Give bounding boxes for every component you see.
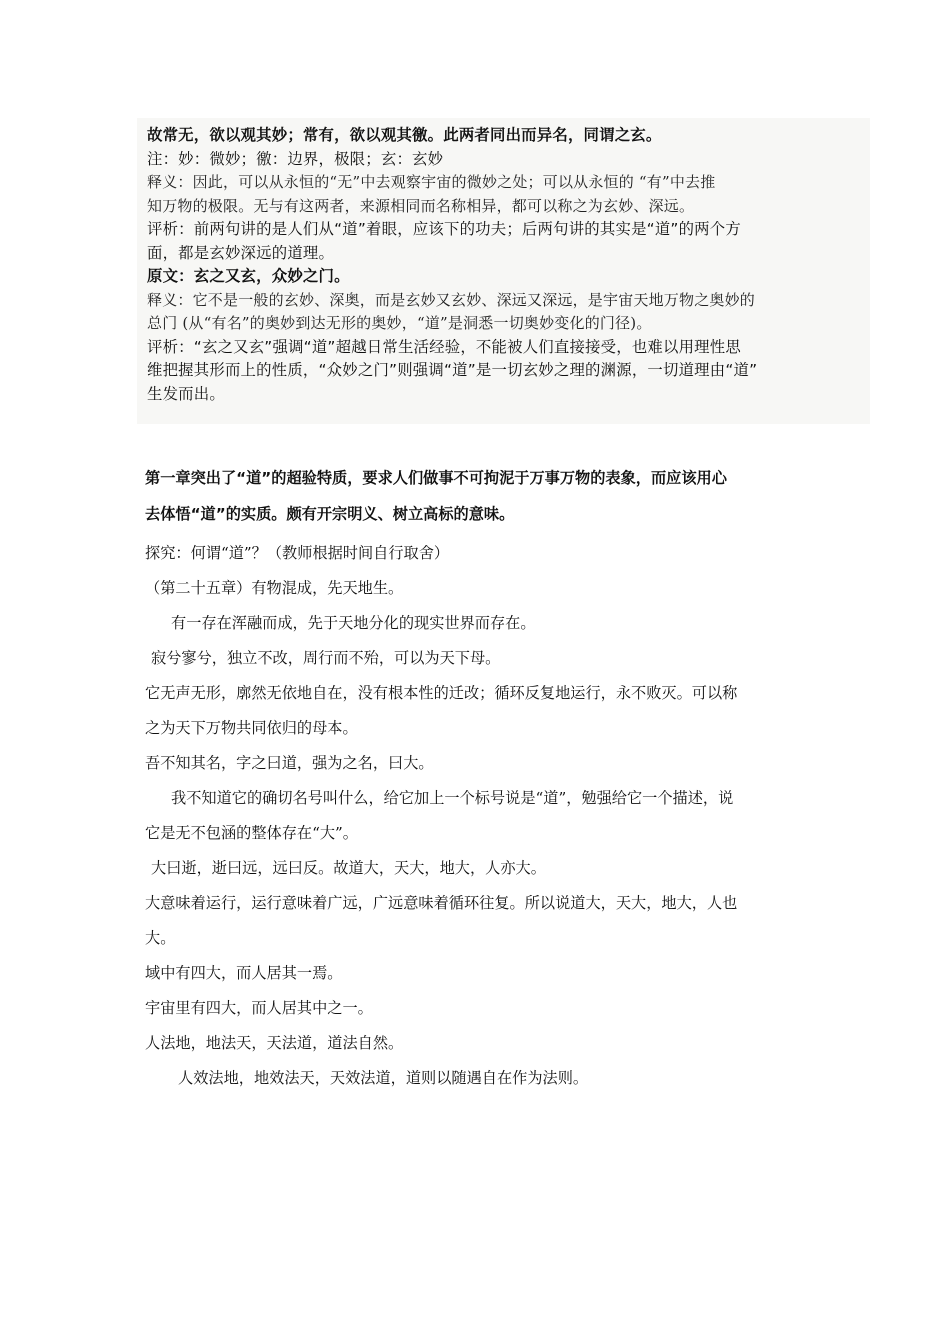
paragraph: 我不知道它的确切名号叫什么，给它加上一个标号说是“道”，勉强给它一个描述，说	[171, 789, 734, 807]
analysis-line: 面，都是玄妙深远的道理。	[147, 243, 335, 262]
chapter-summary: 去体悟“道”的实质。颇有开宗明义、树立高标的意味。	[145, 505, 515, 523]
scanned-excerpt-image	[137, 118, 870, 424]
interpretation-line: 总门 (从“有名”的奥妙到达无形的奥妙，“道”是洞悉一切奥妙变化的门径)。	[147, 314, 652, 332]
paragraph: 有一存在浑融而成，先于天地分化的现实世界而存在。	[171, 614, 536, 632]
paragraph: 它是无不包涵的整体存在“大”。	[145, 824, 358, 842]
original-text-line: 故常无，欲以观其妙；常有，欲以观其徼。此两者同出而异名，同谓之玄。	[147, 126, 662, 144]
paragraph: 人法地，地法天，天法道，道法自然。	[145, 1034, 404, 1052]
interpretation-line: 释义：它不是一般的玄妙、深奥，而是玄妙又玄妙、深远又深远，是宇宙天地万物之奥妙的	[147, 290, 756, 309]
paragraph: 寂兮寥兮，独立不改，周行而不殆，可以为天下母。	[151, 649, 501, 667]
original-text-line: 原文：玄之又玄，众妙之门。	[147, 267, 350, 285]
paragraph: 域中有四大，而人居其一焉。	[145, 964, 343, 982]
paragraph: 吾不知其名，字之曰道，强为之名，曰大。	[145, 754, 434, 772]
interpretation-line: 知万物的极限。无与有这两者，来源相同而名称相异，都可以称之为玄妙、深远。	[147, 196, 695, 215]
paragraph: （第二十五章）有物混成，先天地生。	[145, 579, 404, 597]
interpretation-line: 释义：因此，可以从永恒的“无”中去观察宇宙的微妙之处；可以从永恒的 “有”中去推	[147, 173, 716, 191]
paragraph: 大。	[145, 929, 176, 947]
paragraph: 宇宙里有四大，而人居其中之一。	[145, 999, 373, 1017]
paragraph: 人效法地，地效法天，天效法道，道则以随遇自在作为法则。	[178, 1069, 589, 1087]
paragraph: 大曰逝，逝曰远，远曰反。故道大，天大，地大，人亦大。	[151, 859, 546, 877]
chapter-summary: 第一章突出了“道”的超验特质，要求人们做事不可拘泥于万事万物的表象，而应该用心	[145, 469, 727, 487]
paragraph: 探究：何谓“道”？（教师根据时间自行取舍）	[145, 544, 450, 562]
analysis-line: 生发而出。	[147, 384, 225, 403]
paragraph: 之为天下万物共同依归的母本。	[145, 719, 358, 737]
paragraph: 大意味着运行，运行意味着广远，广远意味着循环往复。所以说道大，天大，地大，人也	[145, 894, 738, 912]
paragraph: 它无声无形，廓然无依地自在，没有根本性的迁改；循环反复地运行，永不败灭。可以称	[145, 684, 738, 702]
analysis-line: 评析：“玄之又玄”强调“道”超越日常生活经验，不能被人们直接接受，也难以用理性思	[147, 337, 741, 356]
analysis-line: 维把握其形而上的性质，“众妙之门”则强调“道”是一切玄妙之理的渊源，一切道理由“道”	[147, 361, 758, 379]
analysis-line: 评析：前两句讲的是人们从“道”着眼，应该下的功夫；后两句讲的其实是“道”的两个方	[147, 220, 741, 238]
document-body	[145, 464, 815, 1096]
annotation-line: 注：妙：微妙；徼：边界，极限；玄：玄妙	[147, 149, 444, 168]
